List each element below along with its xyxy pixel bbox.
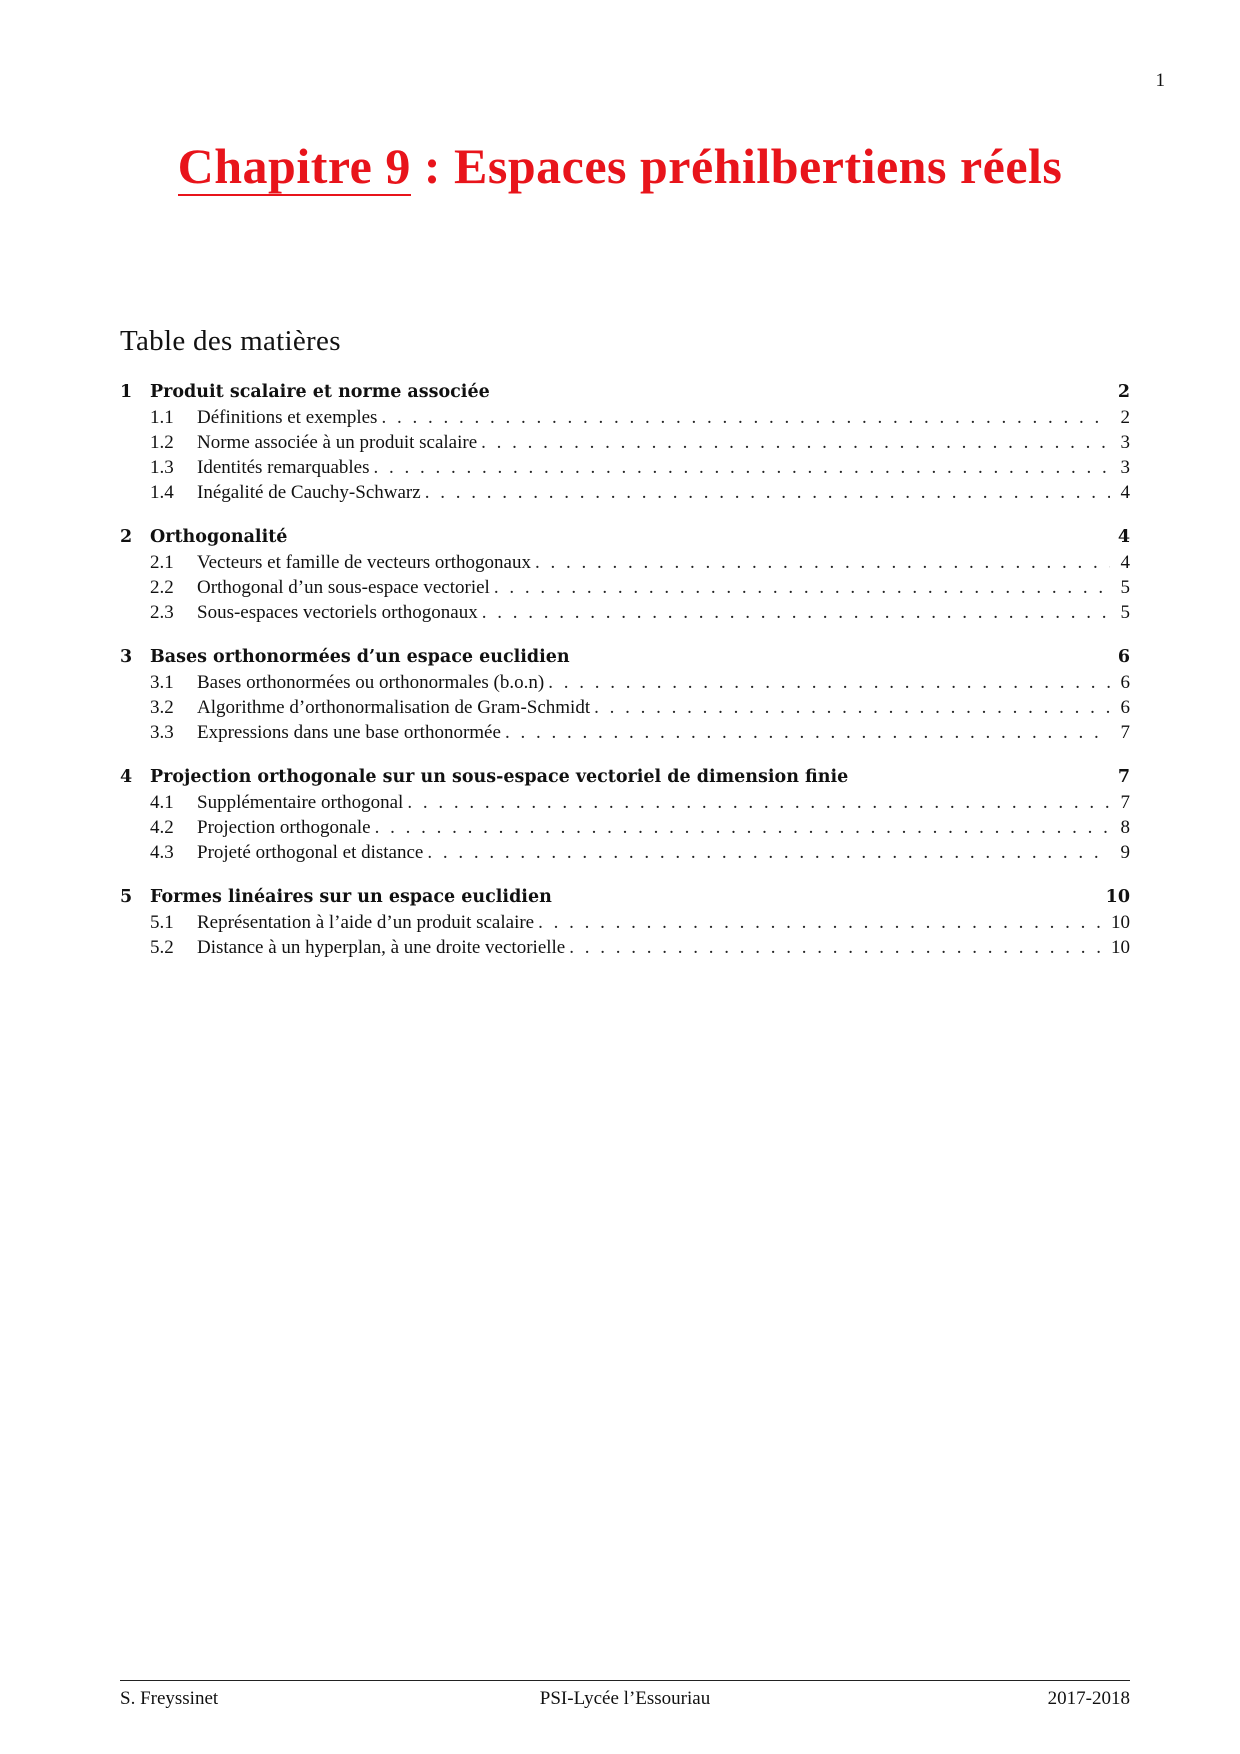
toc-dot-leader	[371, 815, 1110, 840]
toc-subsection-number: 1.4	[150, 482, 174, 503]
toc-subsection-label: Projection orthogonale	[197, 817, 371, 838]
toc-section	[120, 380, 1130, 505]
toc-subsection-entry[interactable]	[120, 815, 1130, 840]
toc-subsection-page: 9	[1120, 842, 1130, 863]
toc-dot-leader	[531, 550, 1110, 575]
chapter-link[interactable]: Chapitre 9	[177, 138, 411, 194]
toc-subsection-page: 10	[1111, 912, 1130, 933]
toc-subsection-page: 7	[1120, 722, 1130, 743]
toc-dot-leader	[544, 670, 1110, 695]
toc-subsection-page: 4	[1120, 482, 1130, 503]
toc-subsection-number: 3.2	[150, 697, 174, 718]
toc-subsection-number: 4.1	[150, 792, 174, 813]
toc-subsection-label: Vecteurs et famille de vecteurs orthogonaux	[197, 552, 531, 573]
toc-subsection-entry[interactable]	[120, 790, 1130, 815]
toc-subsection-entry[interactable]	[120, 935, 1130, 960]
footer-school: PSI-Lycée l’Essouriau	[539, 1688, 711, 1709]
toc-section-entry[interactable]	[120, 525, 1130, 550]
toc-subsection-label: Supplémentaire orthogonal	[197, 792, 404, 813]
toc-subsection-number: 1.3	[150, 457, 174, 478]
toc-subsection-page: 3	[1120, 432, 1130, 453]
toc-section-entry[interactable]	[120, 885, 1130, 910]
chapter-title-text: : Espaces préhilbertiens réels	[410, 138, 1063, 194]
toc-subsection-page: 4	[1120, 552, 1130, 573]
toc-subsection-entry[interactable]	[120, 455, 1130, 480]
toc-section-number: 3	[120, 647, 133, 667]
toc-section-page: 2	[1117, 382, 1130, 402]
toc-dot-leader	[423, 840, 1110, 865]
toc-dot-leader	[590, 695, 1110, 720]
toc-subsection-page: 5	[1120, 602, 1130, 623]
toc-section-page: 4	[1117, 527, 1130, 547]
toc-subsection-label: Représentation à l’aide d’un produit scalaire	[197, 912, 535, 933]
toc-section-page: 6	[1117, 647, 1130, 667]
toc-subsection-label: Sous-espaces vectoriels orthogonaux	[197, 602, 478, 623]
toc-subsection-entry[interactable]	[120, 480, 1130, 505]
toc-subsection-page: 5	[1120, 577, 1130, 598]
toc-section-label: Formes linéaires sur un espace euclidien	[150, 887, 552, 907]
toc-dot-leader	[377, 405, 1110, 430]
toc-subsection-page: 10	[1111, 937, 1130, 958]
toc-section-label: Projection orthogonale sur un sous-espace vectoriel de dimension finie	[150, 767, 849, 787]
toc-section	[120, 885, 1130, 960]
toc-subsection-entry[interactable]	[120, 840, 1130, 865]
toc-subsection-label: Distance à un hyperplan, à une droite vectorielle	[197, 937, 566, 958]
toc-subsection-entry[interactable]	[120, 430, 1130, 455]
toc-dot-leader	[478, 600, 1110, 625]
toc-subsection-number: 4.3	[150, 842, 174, 863]
footer-year: 2017-2018	[1047, 1688, 1130, 1709]
toc-subsection-number: 2.3	[150, 602, 174, 623]
toc-subsection-label: Projeté orthogonal et distance	[197, 842, 424, 863]
toc-subsection-number: 1.1	[150, 407, 174, 428]
toc-subsection-label: Expressions dans une base orthonormée	[197, 722, 501, 743]
page-number: 1	[1155, 70, 1165, 91]
footer-rule	[120, 1680, 1130, 1681]
toc-section-label: Bases orthonormées d’un espace euclidien	[150, 647, 570, 667]
toc-subsection-entry[interactable]	[120, 550, 1130, 575]
toc-section-entry[interactable]	[120, 380, 1130, 405]
toc-dot-leader	[477, 430, 1110, 455]
toc-subsection-page: 7	[1120, 792, 1130, 813]
toc-section	[120, 645, 1130, 745]
toc-dot-leader	[490, 575, 1110, 600]
toc-section-page: 7	[1117, 767, 1130, 787]
footer-author: S. Freyssinet	[120, 1688, 219, 1709]
toc-subsection-label: Algorithme d’orthonormalisation de Gram-Schmidt	[197, 697, 591, 718]
table-of-contents	[120, 380, 1130, 980]
toc-subsection-number: 2.2	[150, 577, 174, 598]
toc-subsection-entry[interactable]	[120, 720, 1130, 745]
toc-subsection-number: 4.2	[150, 817, 174, 838]
toc-subsection-number: 2.1	[150, 552, 174, 573]
toc-section	[120, 765, 1130, 865]
toc-subsection-number: 3.1	[150, 672, 174, 693]
toc-section	[120, 525, 1130, 625]
toc-dot-leader	[501, 720, 1110, 745]
toc-section-page: 10	[1105, 887, 1130, 907]
chapter-title	[120, 135, 1120, 197]
toc-section-number: 5	[120, 887, 133, 907]
toc-heading: Table des matières	[120, 325, 341, 357]
toc-subsection-entry[interactable]	[120, 405, 1130, 430]
toc-subsection-entry[interactable]	[120, 695, 1130, 720]
toc-subsection-number: 1.2	[150, 432, 174, 453]
toc-section-entry[interactable]	[120, 765, 1130, 790]
toc-subsection-page: 6	[1120, 697, 1130, 718]
toc-subsection-page: 6	[1120, 672, 1130, 693]
toc-subsection-page: 2	[1120, 407, 1130, 428]
toc-subsection-label: Norme associée à un produit scalaire	[197, 432, 478, 453]
toc-subsection-label: Orthogonal d’un sous-espace vectoriel	[197, 577, 490, 598]
toc-section-number: 2	[120, 527, 133, 547]
toc-subsection-entry[interactable]	[120, 575, 1130, 600]
toc-subsection-entry[interactable]	[120, 670, 1130, 695]
toc-subsection-label: Définitions et exemples	[197, 407, 378, 428]
toc-section-label: Produit scalaire et norme associée	[150, 382, 490, 402]
toc-dot-leader	[421, 480, 1110, 505]
toc-dot-leader	[403, 790, 1110, 815]
toc-subsection-label: Identités remarquables	[197, 457, 370, 478]
toc-subsection-label: Inégalité de Cauchy-Schwarz	[197, 482, 421, 503]
toc-subsection-number: 5.1	[150, 912, 174, 933]
toc-subsection-label: Bases orthonormées ou orthonormales (b.o.n)	[197, 672, 545, 693]
toc-dot-leader	[370, 455, 1110, 480]
toc-subsection-number: 5.2	[150, 937, 174, 958]
toc-subsection-number: 3.3	[150, 722, 174, 743]
toc-subsection-page: 3	[1120, 457, 1130, 478]
toc-dot-leader	[534, 910, 1110, 935]
toc-section-number: 4	[120, 767, 133, 787]
toc-dot-leader	[565, 935, 1110, 960]
toc-section-number: 1	[120, 382, 133, 402]
toc-subsection-page: 8	[1120, 817, 1130, 838]
toc-section-label: Orthogonalité	[150, 527, 288, 547]
toc-subsection-entry[interactable]	[120, 910, 1130, 935]
toc-section-entry[interactable]	[120, 645, 1130, 670]
toc-subsection-entry[interactable]	[120, 600, 1130, 625]
